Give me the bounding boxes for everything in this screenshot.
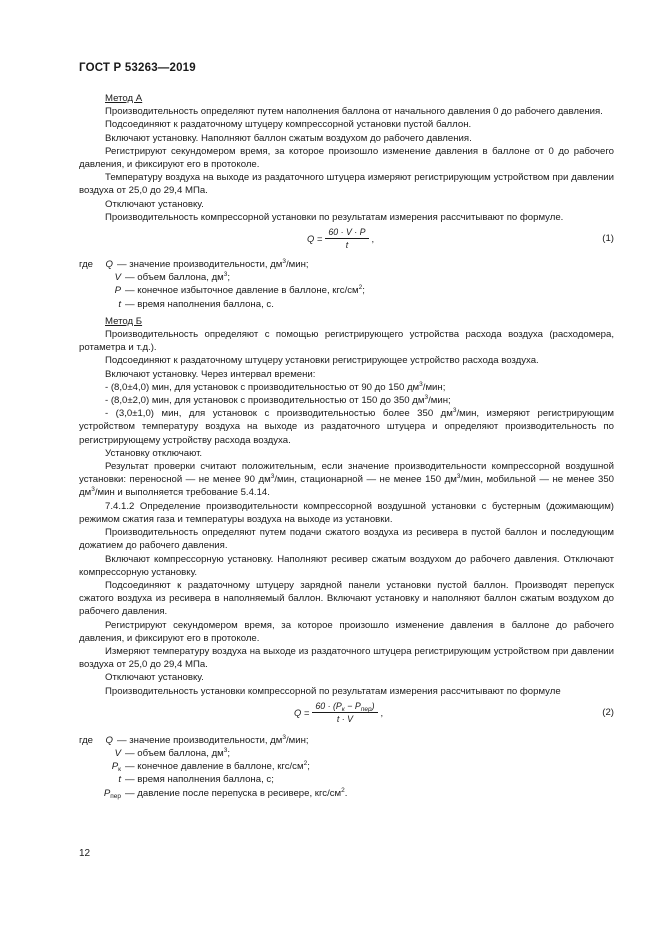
legend-symbol: Q — [105, 259, 113, 271]
legend-symbol: V — [114, 747, 121, 759]
paragraph: Включают компрессорную установку. Наполняют ресивер сжатым воздухом до рабочего давления. Отключают компрессорную установку. — [79, 553, 614, 578]
legend-text: — время наполнения баллона, с; — [125, 774, 274, 786]
formula-numerator: 60 · V · P — [325, 226, 368, 239]
paragraph: Производительность установки компрессорной по результатам измерения рассчитывают по формуле — [105, 685, 561, 697]
dash-item: - (8,0±4,0) мин, для установок с производительностью от 90 до 150 $дм^3$/мин; — [105, 380, 446, 393]
formula-denominator: t · V — [336, 713, 354, 724]
formula-lhs: Q = — [294, 706, 310, 718]
dash-item: - (3,0±1,0) мин, для установок с производительностью более 350 $дм^3$/мин, измеряют регистрирующим устройством температуру воздуха на выходе из раздаточного штуцера и определяют производительность по регистрирующему устройству расхода воздуха. — [79, 407, 614, 446]
legend-symbol: $P_{пер}$ — [103, 787, 121, 800]
formula-1 — [79, 226, 614, 254]
formula-2 — [79, 700, 614, 730]
legend-row — [79, 787, 614, 800]
legend-text: — давление после перепуска в ресивере, кгс/$см^2$. — [125, 786, 348, 799]
formula-fraction — [325, 226, 368, 251]
paragraph: Результат проверки считают положительным, если значение производительности компрессорной воздушной установки: переносной — не менее 90 $дм^3$/мин, стационарной — не менее 150 $дм^3$/мин, мобильной — не менее 350 $дм^3$/мин и выполняется требование 5.4.14. — [79, 461, 615, 499]
legend-row — [79, 258, 614, 271]
section-heading: 7.4.1.2 Определение производительности компрессорной воздушной установки с бустерным (дожимающим) режимом сжатия газа и температуры воздуха на выходе из установки. — [79, 500, 614, 525]
legend-symbol: V — [114, 272, 121, 284]
legend-text: — время наполнения баллона, с. — [125, 298, 274, 310]
formula-lhs: Q = — [307, 232, 323, 244]
paragraph: Температуру воздуха на выходе из раздаточного штуцера измеряют регистрирующим устройством при давлении воздуха от 25,0 до 29,4 МПа. — [79, 172, 614, 197]
legend-text: — конечное избыточное давление в баллоне, кгс/$см^2$; — [125, 284, 365, 297]
legend-symbol: t — [118, 774, 121, 786]
legend-row — [79, 271, 614, 284]
formula-numerator: $60 \cdot (P_к - P_{пер})$ — [312, 700, 377, 713]
method-a-title: Метод А — [105, 93, 143, 104]
paragraph: Подсоединяют к раздаточному штуцеру компрессорной установки пустой баллон. — [105, 119, 472, 131]
legend-text: — конечное давление в баллоне, кгс/$см^2$; — [125, 760, 310, 773]
where-prefix: где — [79, 259, 94, 271]
legend-symbol: $P_к$ — [111, 761, 121, 774]
formula-number: (2) — [602, 706, 614, 718]
legend-text: — объем баллона, $дм^3$; — [125, 271, 231, 284]
paragraph: Регистрируют секундомером время, за которое произошло изменение давления в баллоне до рабочего давления, и фиксируют его в протоколе. — [79, 619, 614, 644]
legend-symbol: P — [114, 285, 121, 297]
paragraph: Отключают установку. — [105, 198, 204, 210]
formula-denominator: t — [345, 240, 349, 251]
legend-1 — [79, 258, 614, 311]
paragraph: Установку отключают. — [105, 447, 203, 459]
page-body — [79, 92, 614, 800]
formula-fraction — [312, 700, 377, 725]
paragraph: Включают установку. Через интервал времени: — [105, 368, 316, 380]
paragraph: Производительность определяют с помощью регистрирующего устройства расхода воздуха (расходомера, ротаметра и т.д.). — [79, 329, 614, 354]
legend-row — [79, 760, 614, 773]
paragraph: Измеряют температуру воздуха на выходе из раздаточного штуцера регистрирующим устройством при давлении воздуха от 25,0 до 29,4 МПа. — [79, 645, 614, 671]
page-number: 12 — [79, 848, 91, 859]
formula-tail: , — [371, 232, 375, 244]
paragraph: Включают установку. Наполняют баллон сжатым воздухом до рабочего давления. — [105, 132, 472, 144]
paragraph: Производительность компрессорной установки по результатам измерения рассчитывают по формуле. — [105, 211, 564, 223]
standard-header: ГОСТ Р 53263—2019 — [79, 62, 196, 74]
legend-text: — значение производительности, $дм^3$/мин; — [117, 733, 309, 746]
method-b-title: Метод Б — [105, 315, 143, 327]
dash-item: - (8,0±2,0) мин, для установок с производительностью от 150 до 350 $дм^3$/мин; — [105, 394, 451, 407]
legend-row — [79, 298, 614, 311]
legend-text: — объем баллона, $дм^3$; — [125, 746, 231, 759]
paragraph: Производительность определяют путем наполнения баллона от начального давления 0 до рабочего давления. — [105, 106, 603, 118]
paragraph: Подсоединяют к раздаточному штуцеру установки регистрирующее устройство расхода воздуха. — [105, 355, 539, 367]
legend-row — [79, 284, 614, 297]
legend-row — [79, 734, 614, 747]
where-prefix: где — [79, 734, 94, 746]
legend-symbol: t — [118, 298, 121, 310]
paragraph: Отключают установку. — [105, 672, 204, 684]
paragraph: Подсоединяют к раздаточному штуцеру зарядной панели установки пустой баллон. Производят перепуск сжатого воздуха из ресивера в наполняемый баллон. Включают установку и наполняют баллон сжатым воздухом до рабочего давления. — [79, 579, 614, 618]
legend-row — [79, 773, 614, 786]
formula-number: (1) — [602, 233, 614, 245]
paragraph: Производительность определяют путем подачи сжатого воздуха из ресивера в пустой баллон и последующим дожатием до рабочего давления. — [79, 527, 614, 552]
paragraph: Регистрируют секундомером время, за которое произошло изменение давления в баллоне от 0 до рабочего давления, и фиксируют его в протоколе. — [79, 145, 614, 171]
legend-text: — значение производительности, $дм^3$/мин; — [117, 258, 309, 271]
formula-tail: , — [380, 706, 384, 718]
legend-row — [79, 747, 614, 760]
legend-symbol: Q — [105, 734, 113, 746]
legend-2 — [79, 734, 614, 800]
